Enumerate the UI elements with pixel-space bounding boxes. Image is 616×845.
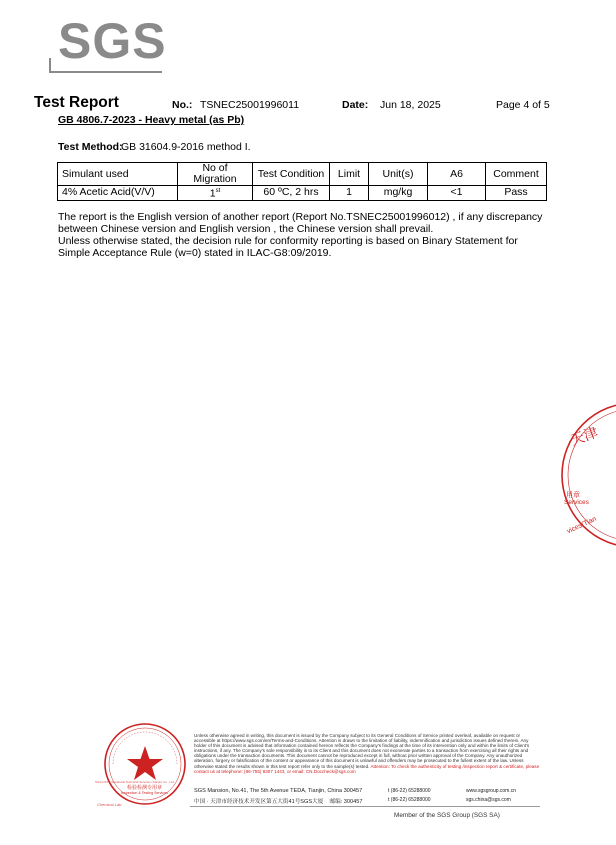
telephone-1: t (86-22) 65288000 bbox=[388, 788, 431, 794]
header-migration: No of Migration bbox=[178, 163, 253, 186]
report-date: Jun 18, 2025 bbox=[380, 99, 441, 111]
test-method-value: GB 31604.9-2016 method I. bbox=[121, 141, 251, 153]
results-table bbox=[57, 162, 547, 201]
header-simulant: Simulant used bbox=[58, 163, 178, 186]
note-english-version: The report is the English version of another report (Report No.TSNEC25001996012) , if any discrepancy between Chinese version and English version , the Chinese version shall prevail. bbox=[58, 211, 543, 235]
seal-company-text: SGS-CSTC Standards Technical Services (Tianjin) Co., Ltd. bbox=[95, 780, 175, 784]
chop-text-1: 天津 bbox=[568, 423, 600, 449]
terms-text: Unless otherwise agreed in writing, this document is issued by the Company subject to its General Conditions of Service printed overleaf, available on request or accessible at https://www.sgs.com/en/Terms-and-Conditions. Attention is drawn to the limitation of liability, indemnification and jurisdiction issues defined therein. Any holder of this document is advised that information contained hereon reflects the Company's findings at the time of its intervention only and within the limits of Client's instructions, if any. The Company's sole responsibility is to its Client and this document does not exonerate parties to a transaction from exercising all their rights and obligations under the transaction documents. This document cannot be reproduced except in full, without prior written approval of the Company. Any unauthorized alteration, forgery or falsification of the content or appearance of this document is unlawful and offenders may be prosecuted to the fullest extent of the law. Unless otherwise stated the results shown in this test report refer only to the sample(s) tested. bbox=[194, 733, 530, 769]
seal-sub-en: Inspection & Testing Services bbox=[121, 791, 168, 795]
address-chinese-text: 中国 · 天津市经济技术开发区第五大街41号SGS大厦 bbox=[194, 799, 324, 805]
inspection-seal bbox=[95, 722, 187, 807]
seal-chemical-lab: Chemical Lab bbox=[97, 802, 122, 807]
address-chinese bbox=[194, 797, 362, 805]
authenticity-notice: Attention: To check the authenticity of testing /inspection report & certificate, please contact us at telephone: (86-755) 8307 1443, or email: CN.Doccheck@sgs.com bbox=[194, 763, 540, 774]
cell-a6: <1 bbox=[428, 186, 486, 201]
logo-text: SGS bbox=[58, 13, 167, 69]
company-chop bbox=[556, 400, 616, 550]
report-number: TSNEC25001996011 bbox=[200, 99, 300, 111]
chop-text-2: 用章 bbox=[566, 492, 580, 499]
page-indicator: Page 4 of 5 bbox=[496, 99, 550, 111]
chop-ring-icon bbox=[556, 400, 616, 550]
report-number-label: No.: bbox=[172, 99, 193, 111]
header-comment: Comment bbox=[486, 163, 547, 186]
note-decision-rule: Unless otherwise stated, the decision rule for conformity reporting is based on Binary Statement for Simple Acceptance Rule (w=0) stated in ILAC-G8:09/2019. bbox=[58, 235, 518, 259]
telephone-2: t (86-22) 65288000 bbox=[388, 797, 431, 803]
terms-fine-print bbox=[194, 733, 540, 774]
cell-condition: 60 ºC, 2 hrs bbox=[253, 186, 330, 201]
website: www.sgsgroup.com.cn bbox=[466, 788, 517, 794]
header-unit: Unit(s) bbox=[369, 163, 428, 186]
migration-value: 1 bbox=[209, 187, 216, 200]
report-title: Test Report bbox=[34, 94, 119, 111]
postcode-chinese: 邮编: 300457 bbox=[329, 799, 363, 805]
address-english: SGS Mansion, No.41, The 5th Avenue TEDA, Tianjin, China 300457 bbox=[194, 788, 363, 794]
seal-sub-text: 检验检测专用章 bbox=[127, 785, 163, 791]
cell-limit: 1 bbox=[330, 186, 369, 201]
table-row bbox=[58, 186, 547, 201]
cell-migration bbox=[178, 186, 253, 201]
test-method-label: Test Method: bbox=[58, 141, 123, 153]
member-note: Member of the SGS Group (SGS SA) bbox=[394, 812, 500, 819]
migration-ordinal: st bbox=[215, 188, 221, 194]
cell-simulant: 4% Acetic Acid(V/V) bbox=[58, 186, 178, 201]
sgs-logo bbox=[44, 12, 167, 74]
email: sgs.china@sgs.com bbox=[466, 797, 511, 803]
section-title: GB 4806.7-2023 - Heavy metal (as Pb) bbox=[58, 114, 245, 126]
footer-divider bbox=[190, 806, 540, 807]
table-header-row bbox=[58, 163, 547, 186]
cell-comment: Pass bbox=[486, 186, 547, 201]
header-limit: Limit bbox=[330, 163, 369, 186]
chop-text-3: Services bbox=[564, 499, 589, 506]
header-a6: A6 bbox=[428, 163, 486, 186]
header-condition: Test Condition bbox=[253, 163, 330, 186]
cell-unit: mg/kg bbox=[369, 186, 428, 201]
chop-text-4: vices(Tian bbox=[566, 515, 598, 536]
report-date-label: Date: bbox=[342, 99, 369, 111]
